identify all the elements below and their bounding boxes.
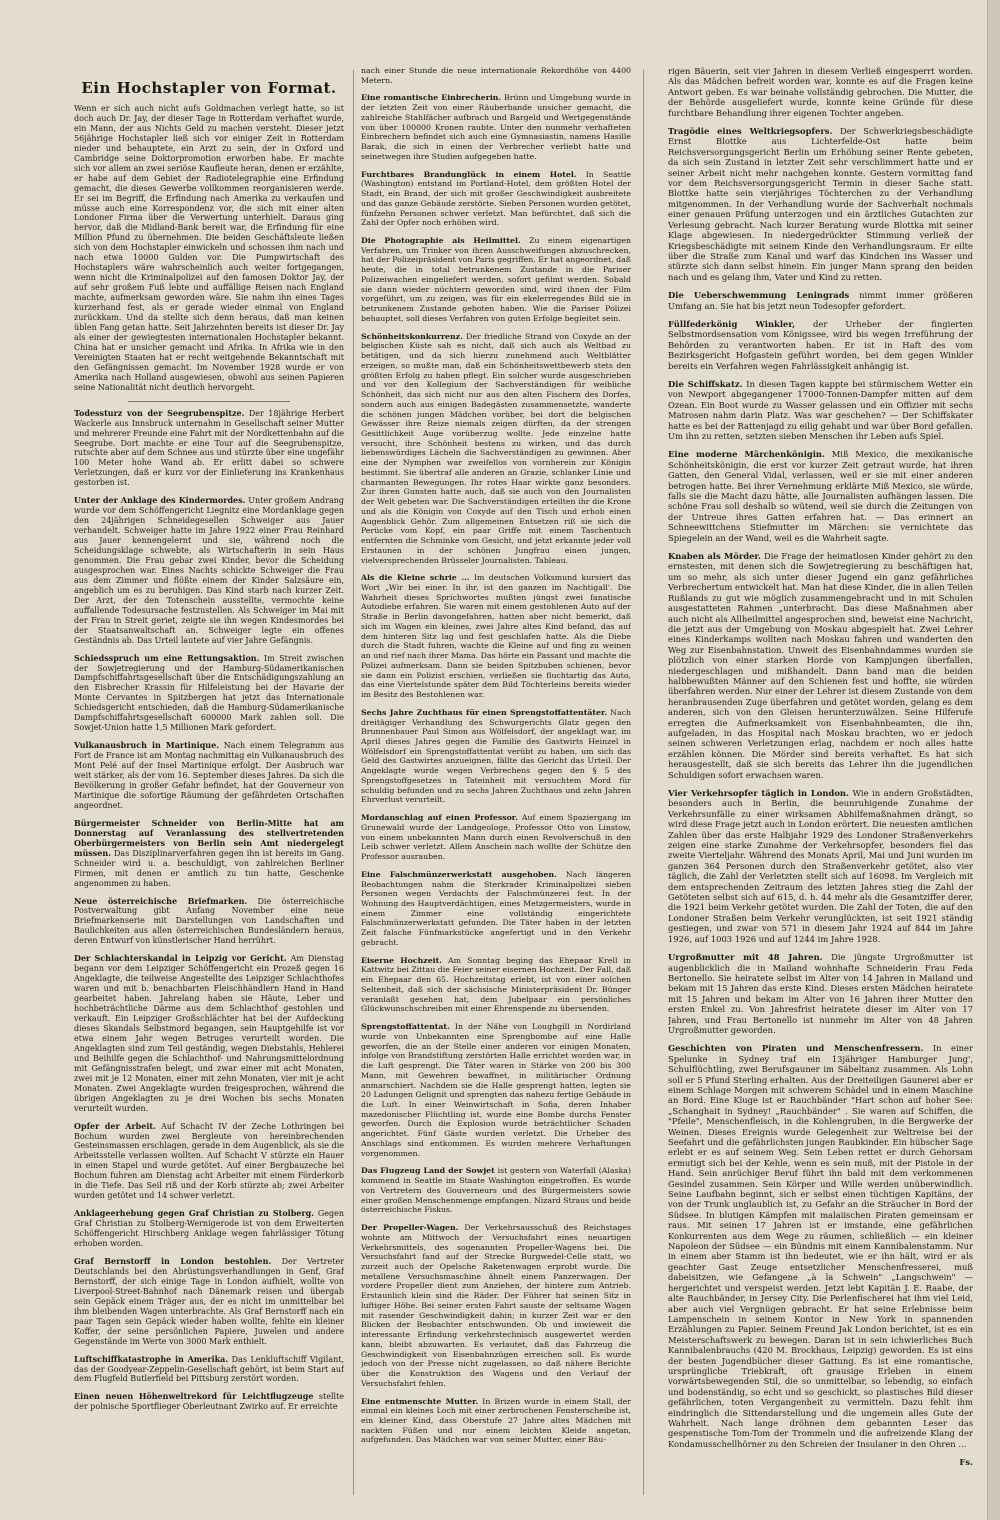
article-body: Im Streit zwischen der Sowjetregierung und der Hamburg-Südamerikanischen Dampfschiffahrtsgesellschaft über die Entschädigungszahlung an den Eisbrecher Krassin für Hilfeleistung bei der Havarie der Monte Cervantes in Spitzbergen hat jetzt das Internationale Schiedsgericht entschieden, daß die Hamburg-Südamerikanische Dampfschiffahrtsgesellschaft 600000 Mark zahlen soll. Die Sowjet-Union hatte 1,5 Millionen Mark gefordert. bbox=[74, 653, 344, 733]
column-1-articles bbox=[74, 104, 344, 1412]
article-headline: Die Ueberschwemmung Leningrads bbox=[668, 290, 850, 301]
column-rule bbox=[353, 70, 354, 1495]
article-headline: Opfer der Arbeit. bbox=[74, 1120, 156, 1131]
article-body: Nach längeren Beobachtungen nahm die Sterkrader Kriminalpolizei sieben Personen wegen Verdachts der Falschmünzerei fest. In der Wohnung des Hauptverdächtigen, eines Metzgermeisters, wurde in einem Zimmer eine vollständig eingerichtete Falschmünzerwerkstatt gefunden. Die Täter haben in der letzten Zeit falsche Fünfmarkstücke angefertigt und in den Verkehr gebracht. bbox=[361, 869, 631, 947]
column-2 bbox=[361, 66, 631, 1496]
article bbox=[668, 788, 973, 944]
article-body: Nach dreitägiger Verhandlung des Schwurgerichts Glatz gegen den Brunnenbauer Paul Simon aus Wölfelsdorf, der angeklagt war, im April dieses Jahres gegen die Familie des Gastwirts Heinzel in Wölfelsdorf ein Sprengstoffattentat verübt zu haben, um sich das Geld des Gastwirtes anzueignen, fällte das Gericht das Urteil. Der Angeklagte wurde wegen Verbrechens gegen den § 5 des Sprengstoffgesetzes in Tateinheit mit versuchtem Mord für schuldig befunden und zu sechs Jahren Zuchthaus und zehn Jahren Ehrverlust verurteilt. bbox=[361, 707, 631, 805]
article-body: Miß Mexico, die mexikanische Schönheitskönigin, die erst vor kurzer Zeit getraut wurde, hat ihren Gatten, den General Vidal, verlassen, weil er sie mit einer anderen betrogen hatte. Bei ihrer Vernehmung erklärte Miß Mexico, sie würde, falls sie die Macht dazu hätte, alle Journalisten aufhängen lassen. Die schöne Frau soll deshalb so wütend, weil sie durch die Zeitungen von der Untreue ihres Gatten erfahren hat. — Das erinnert an Schneewittchens Stiefmutter im Märchen: sie vernichtete das Spiegelein an der Wand, weil es die Wahrheit sagte. bbox=[668, 449, 973, 543]
article-body: In diesen Tagen kappte bei stürmischem Wetter ein von Newport abgegangener 17000-Tonnen-Dampfer mitten auf dem Ozean. Ein Boot wurde zu Wasser gelassen und ein Offizier mit sechs Matrosen nahm darin Platz. Was war geschehen? — Der Schiffskater hatte es bei der Rattenjagd zu eilig gehabt und war über Bord gefallen. Um ihn zu retten, setzten sieben Menschen ihr Leben aufs Spiel. bbox=[668, 378, 973, 441]
article bbox=[668, 319, 973, 371]
article-body: Am Sonntag beging das Ehepaar Krell in Kattwitz bei Zittau die Feier seiner eisernen Hochzeit. Der Fall, daß ein Ehepaar den 65. Hochzeitstag erlebt, ist von einer solchen Seltenheit, daß sich der sächsische Ministerpräsident Dr. Bünger veranlaßt gesehen hat, dem Jubelpaar ein persönliches Glückwunschschreiben mit einer Ehrenspende zu übersenden. bbox=[361, 955, 631, 1014]
article bbox=[361, 573, 631, 700]
article bbox=[668, 66, 973, 118]
article-body: Nach einem Telegramm aus Fort de France ist am Montag nachmittag ein Vulkanausbruch des Mont Pelé auf der Insel Martinique erfolgt. Der Ausbruch war weit stärker, als der vom 16. September dieses Jahres. Da sich die Bevölkerung in großer Gefahr befindet, hat der Gouverneur von Martinique die sofortige Räumung der gefährdeten Ortschaften angeordnet. bbox=[74, 741, 344, 810]
article-body: Der 18jährige Herbert Wackerle aus Innsbruck unternahm in Gesellschaft seiner Mutter und mehrerer Freunde eine Fahrt mit der Nordkettenbahn auf die Seegrube. Dort machte er eine Tour auf die Seegrubenspitze, rutschte aber auf dem Schnee aus und stürzte über eine ungefähr 100 Meter hohe Wand ab. Er erlitt dabei so schwere Verletzungen, daß er kurz vor der Einlieferung ins Krankenhaus gestorben ist. bbox=[74, 408, 344, 488]
article-headline: Einen neuen Höhenweltrekord für Leichtflugzeuge bbox=[74, 1391, 314, 1402]
article bbox=[74, 654, 344, 734]
article-body: In Brizen wurde in einem Stall, der einmal ein kleines Loch mit einer zerbrochenen Fensterscheibe ist, ein kleiner Kind, dass Oberstufe 27 Jahre altes Mädchen mit nackten Füßen und nur einem leichten Kleide angetan, aufgefunden. Das Mädchen war von seiner Mutter, einer Bäu- bbox=[361, 1396, 631, 1445]
column-rule bbox=[643, 70, 644, 1495]
article-body: Am Dienstag begann vor dem Leipziger Schöffengericht ein Prozeß gegen 16 Angeklagte, die teilweise Angestellte des Leipziger Schlachthofes waren und mit b. benachbarten Fleischhändlern Hand in Hand gearbeitet haben. Jahrelang haben sie Häute, Leber und hochbeträchtliche Därme aus dem Schlachthof gestohlen und verkauft. Ein Leipziger Großschlächter hat bei der Aufdeckung dieses Skandals Selbstmord begangen, sein Hauptgehilfe ist vor etwa einem Jahr wegen Betruges verurteilt worden. Die Angeklagten sind zum Teil geständig, wegen Diebstahls, Hehlerei und Beihilfe gegen die Schlachthof- und Nahrungsmittelordnung mit Gefängnisstrafen belegt, und zwar einer mit acht Monaten, zwei mit je 12 Monaten, einer mit zehn Monaten, vier mit je acht Monaten. Zwei Angeklagte wurden freigesprochen, während die übrigen Angeklagten zu je drei Wochen bis sechs Monaten verurteilt wurden. bbox=[74, 954, 344, 1113]
article-headline: Unter der Anklage des Kindermordes. bbox=[74, 495, 246, 506]
article bbox=[361, 956, 631, 1014]
article-headline: Die Schiffskatz. bbox=[668, 378, 743, 389]
article bbox=[668, 449, 973, 543]
article-headline: Füllfederkönig Winkler, bbox=[668, 318, 796, 329]
signature: Fs. bbox=[959, 1457, 973, 1468]
article bbox=[74, 819, 344, 889]
article bbox=[668, 1043, 973, 1449]
article bbox=[74, 1392, 344, 1412]
article-body: Gegen Graf Christian zu Stolberg-Wernigerode ist von dem Erweiterten Schöffengericht Hirschberg Anklage wegen fahrlässiger Tötung erhoben worden. bbox=[74, 1209, 344, 1249]
article bbox=[361, 66, 631, 85]
article bbox=[361, 332, 631, 566]
article-body: Der Verkehrsausschuß des Reichstages wohnte am Mittwoch der Versuchsfahrt eines neuartigen Verkehrsmittels, des sogenannten Propeller-Wagens bei. Die Versuchsfahrt fand auf der Strecke Burgwedel-Celle statt, wo zurzeit auch der Opelsche Raketenwagen erprobt wurde. Die metallene Versuchsmaschine ähnelt einem Panzerwagen. Der vordere Propeller dient zum Anziehen, der hintere zum Antrieb. Erstaunlich klein sind die Räder. Der Führer hat seinen Sitz in luftiger Höhe. Bei seiner ersten Fahrt sauste der seltsame Wagen mit rasender Geschwindigkeit dahin; in kurzer Zeit war er den Blicken der Beobachter entschwunden. Ob und inwieweit die interessante Erfindung verkehrstechnisch ausgewertet werden kann, bleibt abzuwarten. Es verlautet, daß das Fahrzeug die Geschwindigkeit von Eisenbahnzügen erreichen soll. Es wurde jedoch von der Presse nicht zugelassen, so daß nähere Berichte über die Konstruktion des Wagens und den Verlauf der Versuchsfahrt fehlen. bbox=[361, 1223, 631, 1388]
article-body: nimmt immer größeren Umfang an. Sie hat bis jetzt neun Todesopfer gefordert. bbox=[668, 290, 973, 311]
article-headline: Urgroßmutter mit 48 Jahren. bbox=[668, 952, 823, 963]
article-headline: Vier Verkehrsopfer täglich in London. bbox=[668, 788, 849, 798]
article bbox=[668, 551, 973, 780]
article bbox=[668, 290, 973, 311]
article bbox=[361, 170, 631, 228]
article-headline: Eine entmenschte Mutter. bbox=[361, 1396, 479, 1406]
article bbox=[74, 897, 344, 947]
article bbox=[74, 1257, 344, 1347]
article-title: Ein Hochstapler von Format. bbox=[81, 79, 337, 97]
article bbox=[361, 93, 631, 161]
article bbox=[361, 1397, 631, 1446]
article-body: Das Disziplinarverfahren gegen ihn ist bereits im Gang. Schneider wird u. a. beschuldigt, von zahlreichen Berliner Firmen, mit denen er amtlich zu tun hatte, Geschenke angenommen zu haben. bbox=[74, 848, 344, 888]
article bbox=[74, 954, 344, 1113]
article bbox=[361, 708, 631, 805]
article-body: Auf einem Spaziergang im Grunewald wurde der Landgeologe, Professor Otto von Linstow, von einem unbekannten Mann durch einen Revolverschuß in den Leib schwer verletzt. Allem Anschein nach wollte der Schütze den Professor ausrauben. bbox=[361, 813, 631, 862]
article-headline: Eine Falschmünzerwerkstatt ausgehoben. bbox=[361, 869, 557, 879]
article-body: In Seattle (Washington) entstand im Portland-Hotel, dem größten Hotel der Stadt, ein Brand, der sich mit großer Geschwindigkeit ausbreitete und das ganze Gebäude zerstörte. Sieben Personen wurden getötet, fünfzehn Personen schwer verletzt. Man befürchtet, daß sich die Zahl der Opfer noch erhöhen wird. bbox=[361, 169, 631, 228]
article bbox=[74, 104, 344, 393]
column-1 bbox=[74, 78, 344, 1493]
article-headline: Schiedsspruch um eine Rettungsaktion. bbox=[74, 652, 260, 663]
article bbox=[361, 1223, 631, 1388]
article bbox=[74, 1355, 344, 1385]
article-headline: Anklageerhebung gegen Graf Christian zu Stolberg. bbox=[74, 1208, 314, 1219]
article bbox=[361, 870, 631, 948]
article-headline: Mordanschlag auf einen Professor. bbox=[361, 813, 518, 823]
column-3-articles bbox=[668, 66, 973, 1449]
article-headline: Tragödie eines Weltkriegsopfers. bbox=[668, 126, 833, 137]
article-body: Die Frage der heimatlosen Kinder gehört zu den ernstesten, mit denen sich die Sowjetregierung zu beschäftigen hat, um so mehr, als sich unter dieser Jugend ein ganz gefährliches Verbrechertum entwickelt hat. Man hat diese Kinder, die in allen Teilen Rußlands zu gut wie möglich zusammengebracht und in mit Schulen ausgestatteten Rahmen „unterbracht. Das diese Maßnahmen aber auch nicht als Allheilmittel angesprochen sind, beweist eine Nachricht, die jetzt aus der Umgebung von Moskau abgespielt hat. Zwei Lehrer eines Kinderkamps wollten nach Moskau fahren und wanderten den Weg zur Eisenbahnstation. Unweit des Eisenbahndammes wurden sie plötzlich von einer starken Horde von Kampjungen überfallen, niedergeschlagen und mißhandelt. Dann band man die beiden halbbewußten Männer auf den Schienen fest und hoffte, sie würden überfahren werden. Nur einer der Lehrer ist diesem Zustande von dem heranbrausenden Zuge überfahren und getötet worden, gelang es dem anderen, sich von den Gleisen herunterzuwälzen. Seine Hilferufe erregten die Aufmerksamkeit von Eisenbahnbeamten, die ihn, aufgeladen, in das Hospital nach Moskau brachten, wo er jedoch seinen schweren Verletzungen erlag, nachdem er noch alles hatte erzählen können. Die Mörder sind bereits verhaftet. Es hat sich herausgestellt, daß sie sich bereits das Lehrer ihn die jugendlichen Schuldigen sofort erwachsen waren. bbox=[668, 551, 973, 780]
article bbox=[361, 236, 631, 324]
article-body: Wenn er sich auch nicht aufs Goldmachen verlegt hatte, so ist doch auch Dr. Jay, der dieser Tage in Rotterdam verhaftet wurde, ein Mann, der aus Nichts Geld zu machen versteht. Dieser jetzt 56jährige Hochstapler ließ sich vor einiger Zeit in Rotterdam nieder und behauptete, ein Arzt zu sein, der in Oxford und Cambridge seine Doktorpromotion erworben habe. Er machte sich vor allem an zwei seriöse Kaufleute heran, denen er erzählte, er habe auf dem Gebiet der Radiotelegraphie eine Erfindung gemacht, die dieses Gewerbe vollkommen reorganisieren werde. Er sei im Begriff, die Erfindung nach Amerika zu verkaufen und müsse auch eine Korrespondenz vor, die sich mit einer alten Londoner Firma über die Verwertung unterhielt. Daraus ging hervor, daß die Midland-Bank bereit war, die Erfindung für eine Million Pfund zu übernehmen. Die beiden Geschäftsleute ließen sich von dem Hochstapler einwickeln und schossen ihm nach und nach etwa 10000 Gulden vor. Die Pumpwirtschaft des Hochstaplers wäre wahrscheinlich auch weiter fortgegangen, wenn nicht die Kriminalpolizei auf den famosen Doktor Jay, der auf sehr großem Fuß lebte und auffällige Reisen nach England machte, aufmerksam geworden wäre. Sie nahm ihn eines Tages kurzerhand fest, als er gerade wieder einmal von England zurückkam. Und da stellte sich denn heraus, daß man keinen üblen Fang getan hatte. Seit Jahrzehnten bereits ist dieser Dr. Jay als einer der gewiegtesten internationalen Hochstapler bekannt. China hat er unsicher gemacht und Afrika. In Afrika wie in den Vereinigten Staaten hat er recht weitgehende Bekanntschaft mit den Gefängnissen gemacht. Im November 1928 wurde er von Amerika nach Holland ausgewiesen, obwohl aus seinen Papieren seine Nationalität nicht deutlich hervorgeht. bbox=[74, 104, 344, 392]
article-body: Das Lenkluftschiff Vigilant, das der Goodyear-Zeppelin-Gesellschaft gehört, ist beim Start auf dem Flugfeld Butlerfield bei Pittsburg zerstört worden. bbox=[74, 1354, 344, 1384]
article-body: Die jüngste Urgroßmutter ist augenblicklich die in Mailand wohnhafte Schneiderin Frau Feda Bertonello. Sie heiratete selbst im Alter von 14 Jahren in Mailand und bekam mit 15 Jahren das erste Kind. Dieses ersten Mädchen heiratete mit 15 Jahren und bekam im Alter von 16 Jahren ihrer Mutter den ersten Enkel zu. Von Jahresfrist heiratete dieser im Alter von 17 Jahren, und Frau Bertonello ist nunmehr im Alter von 48 Jahren Urgroßmutter geworden. bbox=[668, 952, 973, 1035]
article bbox=[361, 1022, 631, 1158]
article-headline: Sechs Jahre Zuchthaus für einen Sprengstoffattentäter. bbox=[361, 707, 608, 717]
article-body: Die österreichische Postverwaltung gibt Anfang November eine neue Briefmarkenserie mit Darstellungen von Landschaften und Baulichkeiten aus allen österreichischen Bundesländern heraus, deren Entwurf von künstlerischer Hand herrührt. bbox=[74, 896, 344, 946]
article-headline: Der Propeller-Wagen. bbox=[361, 1223, 459, 1233]
article-headline: Furchtbares Brandunglück in einem Hotel. bbox=[361, 169, 577, 179]
article-headline: Vulkanausbruch in Martinique. bbox=[74, 740, 219, 751]
article-body: Brünn und Umgebung wurde in der letzten Zeit von einer Räuberbande unsicher gemacht, die zahlreiche Stahlfächer aufbrach und Bargeld und Wertgegenstände von über 100000 Kronen raubte. Unter den nunmehr verhafteten Einbrechern befindet sich auch eine Gymnasiastin, namens Hasille Barak, die sich in einen der Verbrecher verliebt hatte und seinetwegen ihre Studien aufgegeben hatte. bbox=[361, 93, 631, 161]
article-body: Der friedliche Strand von Coxyde an der belgischen Küste sah es nicht, daß sich auch als Weltbad zu betätigen, und da sich hierzu zunehmend auch Weltblätter erzeigen, so mußte man, daß ein Schönheitswettbewerb stets den größten Erfolg zu haben pflegt. Ein solcher wurde ausgeschrieben und vor den Kollegium der Sachverständigen für weibliche Schönheit, das sich nicht nur aus den alten Fischern des Dorfes, sondern auch aus einigen Badegästen zusammensetzte, wanderte die schönen jungen Mädchen vorüber, bei dort die belgischen Gewässer ihre Reize niemals zeigen dürften, da der strengen Gesittlichkeit Auge vorüberzug wollte. Jede einzelne hatte versucht, ihre Schönheit bestens zu wirken, und das durch liebenswürdiges Lächeln die Sachverständigen zu gewinnen. Aber eine der Nymphen war zweifellos von vornherein zur Königin bestimmt. Sie übertraf alle anderen an Grazie, schlanker Linie und charmanten Bewegungen. Ihr rotes Haar wirkte ganz besonders. Zur ihren Gunsten hatte auch, daß sie auch von den Journalisten der Welt gebeten war. Die Sachverständigen erteilten ihr die Krone und als die Königin von Coxyde auf den Tisch und erhob einen Augenblick Gehör. Zum allgemeinen Entsetzen riß sie sich die Perücke vom Kopf, ein paar Griffe mit einem Taschentuch entfernten die Schminke vom Gesicht, und jetzt erkannte jeder voll Erstaunen in der schönen Jungfrau einen jungen, vielversprechenden Brüsseler Journalisten. Tableau. bbox=[361, 331, 631, 565]
column-2-articles bbox=[361, 66, 631, 1445]
article-body: der Urheber der fingierten Selbstmordsensation vom Königssee, wird bis wegen Irreführung der Behörden zu verantworten haben. Er ist in Haft des vom Bezirksgericht Hofgastein geführt worden, bei dem gegen Winkler bereits ein Verfahren wegen Fahrlässigkeit anhängig ist. bbox=[668, 318, 973, 371]
article-headline: Als die Kleine schrie ... bbox=[361, 573, 470, 583]
article-body: Auf Schacht IV der Zeche Lothringen bei Bochum wurden zwei Bergleute von hereinbrechenden Gesteinsmassen erschlagen, gerade in dem Augenblick, als sie die Arbeitsstelle verlassen wollten. Auf Schacht V stürzte ein Hauer in einen Stapel und wurde getötet. Auf einer Bergbauzeche bei Bochum fuhren am Dienstag acht Arbeiter mit einem Förderkorb in die Tiefe. Das Seil riß und der Korb stürzte ab; zwei Arbeiter wurden getötet und 14 schwer verletzt. bbox=[74, 1121, 344, 1201]
article-body: ist gestern von Waterfall (Alaska) kommend in Seattle im Staate Washington eingetroffen. Es wurde von Vertretern des Gouverneurs und des Bürgermeisters sowie einer großen Menschenmenge empfangen. Nizard Straus und beide österreichische Fiskus. bbox=[361, 1166, 631, 1215]
article-headline: Eine moderne Märchenkönigin. bbox=[668, 449, 825, 460]
article-headline: Neue österreichische Briefmarken. bbox=[74, 895, 248, 906]
article-body: In einer Spelunke in Sydney traf ein 13jähriger Hamburger Jung', Schulflüchtling, zwei Berufsgauner im Säbeltanz zusammen. Als Lohn soll er 5 Pfund Sterling erhalten. Aus der Dreiteiligen Gaunerei aber er einem Schlage Morgen mit schwerem Schädel und in einem Maschine an Bord. Eine Kluge ist er Rauchbänder "Hart schon auf hoher See: „Schanghait in Sydney! „Rauchbänder" . Sie waren auf Schiffen, die "Pfeile", Menschenfleisch, in die Kohlengruben, in die Bergwerke der Weinen. Dieses Ereignis wurde Gelegenheit zur Weltreise bei der Seefahrt und die gefährlichsten jungen Raubkinder. Ein hübscher Sage erlebt er es auf seinem Weg. Sein Leben rettet er durch Gehorsam ermutigt sich bei der Kehle, wenn es sein muß, mit der Pistole in der Hand. Sein anrüchiger Beruf führt ihn bald mit dem verkommenen Gesindel zusammen. Sein Körper und Wille werden unüberwindlich. Seine Laufbahn beginnt, sich er selbst einen tüchtigen Kapitäns, der von der Trunk unglaublich ist, zu Gefahr an die Sträucher in Bord der Südsee. In blutigen Kämpfen mit malaiischen Piraten gemeinsam er raus. Mit seinen 17 Jahren ist er imstande, eine gefährlichen Konkurrenten aus dem Wege zu räumen, schließlich — ein kleiner Napoleon der Südsee — ein Bündnis mit einem Kannibalenstamm. Nur in einem aber Stamm ist ihn bedeutet, wie er ihn hält, wird er als geachter Gast Zeuge entsetzlicher Menschenfresserei, muß dabeisitzen, wie Gefangene „à la Schwein" „Langschwein" — hergerichtet und verspeist werden. Jetzt lebt Kapitän J. E. Raabe, der alte Rauchbänder, in Jersey City. Die Perlenfischerei hat ihm viel Leid, aber auch viel Vergnügen gebracht. Er hat seine Erlebnisse beim Lampenschein in seinem Kontor in New York in spannenden Erzählungen zu Papier. Seinem Freund Jak London berichtet, ist es ein Meisterschaftswerk zu bewegen. Daran ist in sein ichwierliches Buch Kannibalenbrauchs (420 M. Brockhaus, Leipzig) geworden. Es ist eins der besten Jugendbücher dieser Gattung. Es ist eine romantische, ursprüngliche Triebkraft, oft grausige Erleben in einem vorwärtsbewegenden Stil, die so unmittelbar, so lebendig, so einfach und bodenständig, so echt und so geschickt, so plastisches Bild dieser gefährlichen, toten Vergangenheit zu vermitteln. Dazu fehlt ihm eindringlich die Sittendarstellung und die ungemein alles Gute der Wahrheit. Nach lange dröhnen dem gebannten Leser das gespenstische Tom-Tom der Trommeln und die aufreizende Klang der Kondamusschellhörner zu den Schreien der Insulaner in den Ohren ... bbox=[668, 1043, 973, 1449]
article-body: Zu einem eigenartigen Verfahren, um Trinker von ihren Ausschweifungen abzuschrecken, hat der Polizeipräsident von Paris gegriffen. Er hat angeordnet, daß heute, die in total betrunkenem Zustande in die Pariser Polizeiwachen eingeliefert werden, sofort gefilmt werden. Sobald sie dann wieder nüchtern geworden sind, wird ihnen der Film vorgeführt, um zu zeigen, was für ein ekelerregendes Bild sie in betrunkenem Zustande geboten haben. Wie die Pariser Polizei behauptet, soll dieses Verfahren von guten Erfolge begleitet sein. bbox=[361, 236, 631, 323]
article bbox=[74, 741, 344, 811]
article bbox=[668, 379, 973, 441]
article-body: Unter großem Andrang wurde vor dem Schöffengericht Liegnitz eine Mordanklage gegen den 24jährigen Schneidegesellen Schweiger aus Jauer verhandelt. Schweiger hatte im Jahre 1922 einer Frau Reinhard aus Jauer kennengelernt und sie, während noch die Scheidungsklage schwebte, als Wirtschafterin in sein Haus genommen. Die Frau gebar zwei Kinder, bevor die Scheidung ausgesprochen war. Eines Nachts schickte Schweiger die Frau aus dem Zimmer und flößte einem der Kinder Salzsäure ein, angeblich um es zu beruhigen. Das Kind starb nach kurzer Zeit. Der Arzt, der den Totenschein ausstellte, vermochte keine auffallende Todesursache festzustellen. Als Schweiger im Mai mit der Frau in Streit geriet, zeigte sie ihn wegen Kindesmordes bei der Staatsanwaltschaft an. Schweiger legte ein offenes Geständnis ab. Das Urteil lautete auf vier Jahre Gefängnis. bbox=[74, 496, 344, 645]
article bbox=[74, 409, 344, 489]
article-headline: Luftschiffkatastrophe in Amerika. bbox=[74, 1353, 229, 1364]
article-headline: Sprengstoffattentat. bbox=[361, 1022, 450, 1032]
article-body: Der Vertreter Deutschlands bei den Abrüstungsverhandlungen in Genf, Graf Bernstorff, der sich einige Tage in London aufhielt, wollte von Liverpool-Street-Bahnhof nach Dänemark reisen und übergab sein Gepäck einem Träger aus, der es nicht im unmittelbar bei ihm bleibenden Wagen unterbrachte. Als Graf Bernstorff nach ein paar Tagen sein Gepäck wieder haben wollte, fehlte ein kleiner Koffer, der seine persönlichen Papiere, Juwelen und andere Gegenstände im Werte von 3000 Mark enthielt. bbox=[74, 1256, 344, 1346]
article-body: Im deutschen Volksmund kursiert das Wort „Wir bei einer. In ihr, ist den ganzen im Nachtigall'. Die Wahrheit dieses Sprichwortes mußten jüngst zwei fanatische Autodiebe erfahren. Sie waren mit einem gestohlenen Auto auf der Straße in Berlin davongefahren, hatten aber nicht bemerkt, daß sich im Wagen ein kleines, zwei Jahre altes Kind befand, das auf dem hinteren Sitz lag und fest geschlafen hatte. Als die Diebe durch die Stadt fuhren, wachte die Kleine auf und fing zu weinen an und rief nach ihrer Mama. Das hörte ein Passant und machte die Polizei aufmerksam. Dann sie beiden Spitzbuben schienen, bevor sie dann ein Polizist erschien, verließen sie fluchtartig das Auto, das eine Viertelstunde später dem Bild Töchterleins bereits wieder im Besitz des Bestohlenen war. bbox=[361, 573, 631, 700]
article-headline: Todessturz von der Seegrubenspitze. bbox=[74, 407, 245, 418]
article-headline: Der Schlachterskandal in Leipzig vor Gericht. bbox=[74, 953, 287, 964]
article bbox=[74, 496, 344, 645]
article bbox=[361, 813, 631, 862]
article-headline: Eine romantische Einbrecherin. bbox=[361, 93, 502, 103]
article-headline: Schönheitskonkurrenz. bbox=[361, 331, 463, 341]
article-headline: Bürgermeister Schneider von Berlin-Mitte hat am Donnerstag auf Veranlassung des stellvertretenden Oberbürgermeisters von Berlin sein Amt niedergelegt müssen. bbox=[74, 817, 344, 858]
article-body: stellte der polnische Sportflieger Oberleutnant Zwirko auf. Er erreichte bbox=[74, 1392, 344, 1412]
article bbox=[361, 1166, 631, 1215]
article-headline: Die Photographie als Heilmittel. bbox=[361, 236, 521, 246]
article-headline: Knaben als Mörder. bbox=[668, 551, 761, 562]
article-headline: Geschichten von Piraten und Menschenfressern. bbox=[668, 1043, 924, 1054]
article-body: Der Schwerkriegsbeschädigte Ernst Blottke aus Lichterfelde-Ost hatte beim Reichsversorgungsgericht Berlin um Erhöhung seiner Rente gebeten, da sich sein Zustand in letzter Zeit sehr verschlimmert hatte und er seiner Arbeit nicht mehr nachgehen konnte. Gestern vormittag fand vor dem Reichsversorgungsgericht Termin in dieser Sache statt. Blottke hatte sein vierjähriges Töchterchen zu der Verhandlung mitgenommen. In der Verhandlung wurde der Sachverhalt nochmals einer genauen Prüfung unterzogen und ein ärztliches Gutachten zur Verlesung gebracht. Nach kurzer Beratung wurde Blottka mit seiner Klage abgewiesen. In niedergedrückter Stimmung verließ der Kriegsbeschädigte mit seinem Kinde den Verhandlungsraum. Er eilte über die Straße zum Kanal und warf das Kindchen ins Wasser und stürzte sich dann selbst hinein. Ein junger Mann sprang den beiden nach und es gelang ihm, Vater und Kind zu retten. bbox=[668, 126, 973, 282]
article-body: nach einer Stunde die neue internationale Rekordhöhe von 4400 Metern. bbox=[361, 66, 631, 85]
page-edge bbox=[987, 0, 1000, 1520]
article bbox=[74, 1122, 344, 1202]
article-body: In der Nähe von Loughgill in Nordirland wurde von Unbekannten eine Sprengbombe auf eine Halle geworfen, die an der Stelle einer anderen vor einigen Monaten, infolge von Brandstiftung zerstörten Halle errichtet worden war, in die Luft gesprengt. Die Täter waren in Stärke von 200 bis 300 Mann, mit Gewehren bewaffnet, in militärischer Ordnung anmarschiert. Nachdem sie die Halle gesprengt hatten, legten sie 20 Ladungen Gelignit und sprengten das nahezu fertige Gebäude in die Luft. In einer Weinwirtschaft in Sofia, deren Inhaber mazedonischer Flüchtling ist, wurde eine Bombe durchs Fenster geworfen. Durch die Explosion wurde beträchtlicher Schaden angerichtet. Fünf Gäste wurden verletzt. Die Urheber des Anschlags sind entkommen. Es wurden mehrere Verhaftungen vorgenommen. bbox=[361, 1022, 631, 1158]
article bbox=[668, 126, 973, 282]
article-headline: Eiserne Hochzeit. bbox=[361, 955, 442, 965]
article bbox=[668, 952, 973, 1035]
article-body: Wie in andern Großstädten, besonders auch in Berlin, die beunruhigende Zunahme der Verkehrsunfälle zu einer wirksamen Abhilfemaßnahmen drängt, so wird diese Frage jetzt auch in London erörtert. Die neuesten amtlichen Zahlen über das erste Halbjahr 1929 des Londoner Straßenverkehrs zeigen eine starke Zunahme der Verkehrsopfer, besonders fiel das zweite Vierteljahr. Während des Monats April, Mai und Juni wurden im ganzen 364 Personen durch den Straßenverkehr getötet, also vier täglich, die Zahl der Verletzten stellt sich auf 16098. Im Vergleich mit dem entsprechenden Zeitraum des letzten Jahres stieg die Zahl der Getöteten selbst sich auf 615, d. h. 44 mehr als die Gesamtziffer derer, die 1921 beim Verkehr getötet wurden. Die Zahl der Toten, die auf den Londoner Straßen beim Verkehr verunglückten, ist seit 1921 ständig gestiegen, und zwar von 571 in diesem Jahr 1924 auf 844 im Jahre 1926, auf 1003 1926 und auf 1244 im Jahre 1928. bbox=[668, 788, 973, 944]
article-headline: Das Flugzeug Land der Sowjet bbox=[361, 1166, 495, 1176]
separator-rule bbox=[128, 401, 290, 402]
article bbox=[74, 1209, 344, 1249]
article-headline: Graf Bernstorff in London bestohlen. bbox=[74, 1255, 272, 1266]
article-body: rigen Bäuerin, seit vier Jahren in diesem Verließ eingesperrt worden. Als das Mädchen befreit worden war, konnte es auf die Fragen keine Antwort geben. Es war beinahe vollständig gebrochen. Die Mutter, die der Behörde ausgeliefert wurde, konnte keine Gründe für diese furchtbare Behandlung ihrer eigenen Tochter angeben. bbox=[668, 66, 973, 118]
column-3 bbox=[668, 66, 973, 1496]
